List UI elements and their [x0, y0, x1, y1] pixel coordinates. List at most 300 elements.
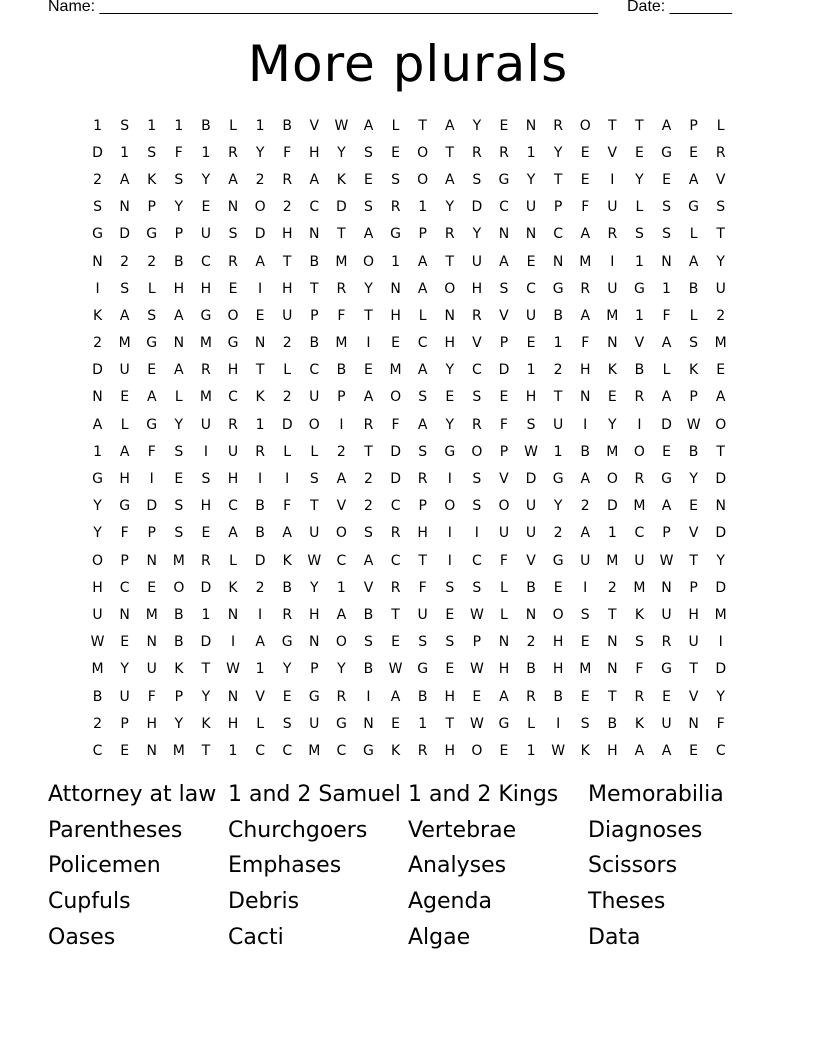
grid-letter: I — [203, 443, 208, 460]
grid-letter: S — [445, 579, 455, 596]
grid-letter: R — [471, 144, 482, 161]
word-bank-item: Vertebrae — [408, 817, 517, 843]
grid-letter: D — [390, 471, 401, 488]
grid-letter: P — [418, 226, 427, 243]
word-bank-item: Algae — [408, 924, 471, 950]
grid-letter: Y — [635, 171, 644, 188]
grid-letter: N — [525, 606, 537, 623]
grid-letter: G — [552, 552, 564, 569]
grid-letter: P — [174, 226, 184, 243]
grid-letter: I — [583, 579, 588, 596]
grid-letter: S — [689, 335, 699, 352]
grid-letter: D — [715, 471, 727, 488]
grid-letter: 1 — [634, 253, 644, 270]
grid-letter: H — [227, 471, 239, 488]
grid-letter: B — [417, 688, 428, 705]
grid-letter: N — [688, 715, 699, 732]
grid-letter: E — [120, 634, 130, 651]
grid-letter: E — [445, 606, 455, 623]
grid-letter: K — [228, 579, 238, 596]
grid-letter: A — [661, 117, 672, 134]
grid-letter: S — [174, 498, 184, 515]
grid-letter: B — [282, 117, 292, 134]
grid-letter: E — [580, 634, 590, 651]
grid-letter: O — [498, 498, 510, 515]
grid-letter: M — [579, 661, 592, 678]
grid-letter: V — [688, 688, 699, 705]
grid-letter: V — [499, 307, 509, 324]
grid-letter: L — [635, 199, 644, 216]
grid-letter: P — [472, 634, 482, 651]
grid-letter: N — [92, 389, 103, 406]
grid-letter: U — [309, 715, 320, 732]
grid-letter: E — [174, 471, 184, 488]
grid-letter: O — [92, 552, 104, 569]
grid-letter: B — [363, 606, 374, 623]
grid-letter: E — [689, 144, 699, 161]
grid-letter: D — [254, 226, 266, 243]
grid-letter: H — [173, 280, 185, 297]
grid-letter: E — [662, 688, 671, 705]
grid-letter: H — [444, 335, 456, 352]
grid-letter: R — [228, 416, 238, 433]
grid-letter: N — [715, 498, 726, 515]
grid-letter: R — [634, 389, 645, 406]
grid-letter: Y — [337, 144, 346, 161]
grid-letter: C — [336, 552, 347, 569]
grid-letter: G — [498, 171, 510, 188]
grid-letter: L — [120, 416, 129, 433]
grid-letter: I — [583, 416, 588, 433]
grid-letter: M — [335, 253, 348, 270]
grid-letter: Y — [201, 171, 211, 188]
grid-letter: Y — [255, 144, 265, 161]
grid-letter: S — [282, 715, 292, 732]
grid-letter: S — [201, 471, 211, 488]
grid-letter: W — [469, 661, 484, 678]
grid-letter: G — [146, 335, 158, 352]
grid-letter: M — [172, 552, 185, 569]
grid-letter: F — [581, 335, 590, 352]
grid-letter: V — [526, 552, 536, 569]
grid-letter: D — [715, 661, 727, 678]
word-bank-item: Diagnoses — [588, 817, 703, 843]
grid-letter: C — [499, 199, 509, 216]
grid-letter: C — [92, 742, 103, 759]
grid-letter: G — [227, 335, 239, 352]
grid-letter: 2 — [255, 579, 265, 596]
grid-letter: S — [364, 199, 373, 216]
grid-letter: A — [92, 416, 103, 433]
grid-letter: V — [607, 144, 618, 161]
grid-letter: F — [499, 416, 508, 433]
grid-letter: T — [608, 117, 617, 134]
grid-letter: A — [580, 471, 591, 488]
grid-letter: E — [472, 688, 482, 705]
grid-letter: U — [580, 552, 591, 569]
grid-letter: E — [391, 335, 400, 352]
grid-letter: F — [716, 715, 725, 732]
grid-letter: P — [310, 661, 319, 678]
grid-letter: I — [447, 525, 452, 542]
grid-letter: S — [634, 634, 644, 651]
grid-letter: M — [633, 579, 646, 596]
grid-letter: N — [119, 199, 130, 216]
grid-letter: R — [444, 226, 455, 243]
grid-letter: S — [662, 226, 671, 243]
grid-letter: H — [444, 742, 456, 759]
grid-letter: E — [255, 307, 265, 324]
word-bank-item: Memorabilia — [588, 782, 724, 807]
grid-letter: I — [474, 525, 479, 542]
grid-letter: Y — [472, 226, 482, 243]
grid-letter: E — [364, 362, 373, 379]
grid-letter: R — [526, 688, 536, 705]
grid-letter: Y — [93, 525, 102, 542]
grid-letter: S — [472, 171, 482, 188]
grid-letter: A — [228, 525, 238, 542]
grid-letter: A — [499, 688, 509, 705]
grid-letter: V — [715, 171, 726, 188]
grid-letter: S — [472, 389, 482, 406]
grid-letter: A — [444, 117, 455, 134]
grid-letter: R — [553, 117, 563, 134]
grid-letter: A — [417, 362, 428, 379]
grid-letter: C — [526, 280, 536, 297]
grid-letter: 1 — [553, 335, 563, 352]
grid-letter: A — [255, 253, 265, 270]
grid-letter: P — [310, 307, 319, 324]
grid-letter: W — [551, 742, 566, 759]
grid-letter: T — [310, 280, 319, 297]
grid-letter: P — [689, 117, 698, 134]
grid-letter: M — [606, 443, 619, 460]
grid-letter: A — [119, 443, 130, 460]
grid-letter: C — [228, 498, 238, 515]
grid-letter: L — [716, 117, 725, 134]
grid-letter: F — [662, 307, 671, 324]
grid-letter: A — [688, 253, 699, 270]
grid-letter: K — [689, 362, 699, 379]
word-bank-item: Theses — [588, 889, 666, 915]
grid-letter: Y — [553, 144, 563, 161]
grid-letter: C — [417, 335, 428, 352]
grid-letter: E — [607, 389, 617, 406]
grid-letter: G — [688, 199, 700, 216]
grid-letter: S — [174, 171, 184, 188]
grid-letter: B — [553, 307, 563, 324]
grid-letter: 1 — [255, 416, 265, 433]
grid-letter: D — [390, 443, 401, 460]
grid-letter: V — [472, 335, 482, 352]
word-bank-item: Attorney at law — [48, 782, 217, 807]
grid-letter: S — [364, 634, 373, 651]
grid-letter: U — [417, 606, 428, 623]
grid-letter: E — [580, 688, 590, 705]
grid-letter: C — [715, 742, 726, 759]
grid-letter: H — [200, 498, 212, 515]
grid-letter: W — [524, 443, 538, 460]
grid-letter: R — [255, 443, 265, 460]
grid-letter: L — [283, 443, 292, 460]
grid-letter: B — [553, 688, 563, 705]
grid-letter: T — [364, 443, 373, 460]
grid-letter: I — [285, 471, 290, 488]
grid-letter: B — [282, 579, 292, 596]
grid-letter: R — [417, 742, 428, 759]
grid-letter: T — [201, 661, 211, 678]
grid-letter: T — [364, 307, 373, 324]
grid-letter: F — [174, 144, 183, 161]
grid-letter: E — [364, 171, 373, 188]
grid-letter: A — [661, 335, 672, 352]
grid-letter: P — [418, 498, 427, 515]
grid-letter: 2 — [147, 253, 157, 270]
grid-letter: I — [556, 715, 561, 732]
grid-letter: E — [445, 389, 455, 406]
grid-letter: 2 — [336, 443, 346, 460]
grid-letter: R — [336, 280, 347, 297]
grid-letter: S — [472, 471, 482, 488]
grid-letter: T — [716, 443, 725, 460]
grid-letter: S — [364, 525, 373, 542]
grid-letter: G — [200, 307, 212, 324]
grid-letter: B — [634, 362, 645, 379]
grid-letter: A — [119, 307, 130, 324]
grid-letter: W — [469, 715, 484, 732]
grid-letter: C — [553, 226, 564, 243]
grid-letter: A — [661, 389, 672, 406]
word-bank-item: Analyses — [408, 853, 507, 879]
grid-letter: 1 — [418, 199, 428, 216]
grid-letter: P — [499, 335, 509, 352]
grid-letter: F — [147, 443, 156, 460]
grid-letter: M — [633, 498, 646, 515]
grid-letter: A — [417, 253, 428, 270]
grid-letter: V — [363, 579, 374, 596]
grid-letter: F — [337, 307, 346, 324]
grid-letter: S — [391, 171, 401, 188]
grid-letter: U — [525, 498, 537, 515]
grid-letter: P — [553, 199, 563, 216]
grid-letter: C — [119, 579, 130, 596]
grid-letter: T — [337, 226, 346, 243]
grid-letter: E — [120, 389, 130, 406]
grid-letter: H — [498, 661, 510, 678]
grid-letter: 2 — [553, 362, 563, 379]
grid-letter: T — [608, 606, 617, 623]
grid-letter: T — [445, 144, 455, 161]
grid-letter: D — [715, 525, 727, 542]
grid-letter: N — [552, 253, 564, 270]
grid-letter: L — [391, 117, 400, 134]
grid-letter: B — [580, 443, 591, 460]
grid-letter: I — [366, 688, 371, 705]
grid-letter: G — [390, 226, 401, 243]
grid-letter: S — [120, 117, 130, 134]
grid-letter: 1 — [526, 362, 536, 379]
grid-letter: B — [688, 443, 699, 460]
grid-letter: O — [308, 416, 320, 433]
grid-letter: T — [635, 117, 644, 134]
grid-letter: S — [364, 144, 373, 161]
grid-letter: C — [201, 253, 211, 270]
grid-letter: 1 — [662, 280, 671, 297]
grid-letter: M — [714, 335, 727, 352]
grid-letter: 1 — [120, 144, 130, 161]
grid-letter: N — [146, 552, 157, 569]
grid-letter: E — [580, 171, 590, 188]
grid-letter: P — [147, 525, 156, 542]
grid-letter: D — [715, 579, 727, 596]
grid-letter: U — [200, 226, 212, 243]
grid-letter: N — [579, 389, 591, 406]
grid-letter: D — [119, 226, 131, 243]
grid-letter: I — [339, 416, 344, 433]
grid-letter: N — [227, 199, 239, 216]
grid-letter: S — [228, 226, 238, 243]
grid-letter: U — [525, 525, 537, 542]
grid-letter: Y — [174, 715, 184, 732]
date-line: Date: _______ — [627, 0, 732, 15]
grid-letter: E — [147, 579, 157, 596]
grid-letter: L — [147, 280, 156, 297]
grid-letter: H — [579, 362, 591, 379]
grid-letter: N — [525, 226, 537, 243]
grid-letter: O — [444, 280, 456, 297]
grid-letter: K — [174, 661, 184, 678]
grid-letter: L — [662, 362, 671, 379]
grid-letter: O — [633, 443, 645, 460]
grid-letter: P — [174, 688, 184, 705]
grid-letter: V — [688, 525, 699, 542]
grid-letter: S — [526, 416, 536, 433]
grid-letter: R — [201, 552, 211, 569]
grid-letter: G — [661, 144, 672, 161]
grid-letter: F — [581, 199, 590, 216]
grid-letter: T — [255, 362, 265, 379]
grid-letter: S — [418, 443, 428, 460]
grid-letter: Y — [445, 362, 455, 379]
word-bank-item: Policemen — [48, 853, 161, 879]
grid-letter: K — [607, 362, 617, 379]
grid-letter: Y — [553, 498, 563, 515]
grid-letter: L — [174, 389, 183, 406]
grid-letter: H — [552, 661, 564, 678]
grid-letter: W — [334, 117, 349, 134]
grid-letter: L — [500, 579, 508, 596]
grid-letter: N — [254, 335, 266, 352]
grid-letter: E — [526, 253, 536, 270]
grid-letter: K — [634, 606, 645, 623]
grid-letter: W — [226, 661, 240, 678]
word-bank-item: Oases — [48, 924, 116, 950]
grid-letter: M — [606, 307, 619, 324]
grid-letter: S — [147, 307, 157, 324]
grid-letter: V — [336, 498, 347, 515]
grid-letter: D — [92, 144, 103, 161]
grid-letter: T — [716, 226, 725, 243]
grid-letter: 2 — [553, 525, 563, 542]
grid-letter: R — [390, 525, 401, 542]
word-bank-item: Parentheses — [48, 817, 183, 843]
grid-letter: D — [471, 199, 483, 216]
grid-letter: L — [256, 715, 265, 732]
grid-letter: O — [444, 498, 456, 515]
grid-letter: L — [689, 226, 698, 243]
grid-letter: L — [418, 307, 427, 324]
grid-letter: H — [552, 634, 564, 651]
grid-letter: U — [146, 661, 157, 678]
grid-letter: B — [607, 715, 618, 732]
grid-letter: F — [391, 416, 400, 433]
grid-letter: N — [363, 715, 374, 732]
grid-letter: A — [146, 389, 157, 406]
grid-letter: M — [606, 552, 619, 569]
grid-letter: Y — [716, 688, 725, 705]
grid-letter: Y — [445, 416, 455, 433]
grid-letter: T — [418, 117, 427, 134]
grid-letter: M — [172, 742, 185, 759]
word-bank-item: Emphases — [228, 853, 342, 879]
grid-letter: R — [282, 606, 293, 623]
grid-letter: 1 — [93, 117, 102, 134]
grid-letter: B — [92, 688, 103, 705]
grid-letter: F — [418, 579, 427, 596]
grid-letter: S — [580, 606, 590, 623]
grid-letter: N — [444, 307, 455, 324]
grid-letter: N — [498, 226, 510, 243]
grid-letter: I — [366, 335, 371, 352]
grid-letter: Y — [201, 688, 211, 705]
grid-letter: A — [580, 525, 591, 542]
grid-letter: T — [445, 253, 455, 270]
grid-letter: T — [445, 715, 455, 732]
grid-letter: C — [471, 552, 482, 569]
grid-letter: A — [688, 171, 699, 188]
word-bank-item: Churchgoers — [228, 817, 368, 843]
grid-letter: G — [661, 471, 672, 488]
grid-letter: Y — [716, 552, 725, 569]
grid-letter: N — [92, 253, 103, 270]
grid-letter: 1 — [526, 144, 536, 161]
grid-letter: Y — [689, 471, 698, 488]
grid-letter: G — [444, 443, 456, 460]
grid-letter: N — [146, 634, 157, 651]
grid-letter: O — [417, 144, 429, 161]
grid-letter: H — [146, 715, 157, 732]
grid-letter: S — [418, 389, 428, 406]
grid-letter: U — [471, 253, 482, 270]
grid-letter: N — [607, 335, 618, 352]
word-bank — [48, 779, 768, 957]
grid-letter: R — [363, 416, 374, 433]
letter-grid — [84, 112, 734, 765]
grid-letter: L — [229, 552, 237, 569]
grid-letter: 1 — [607, 525, 617, 542]
grid-letter: F — [147, 688, 156, 705]
grid-letter: A — [119, 171, 130, 188]
grid-letter: T — [553, 389, 563, 406]
grid-letter: 1 — [255, 117, 265, 134]
grid-letter: D — [525, 471, 537, 488]
grid-letter: K — [201, 715, 211, 732]
grid-letter: E — [282, 688, 292, 705]
grid-letter: M — [308, 742, 321, 759]
grid-letter: U — [227, 443, 239, 460]
grid-letter: M — [714, 606, 727, 623]
grid-letter: R — [471, 307, 482, 324]
